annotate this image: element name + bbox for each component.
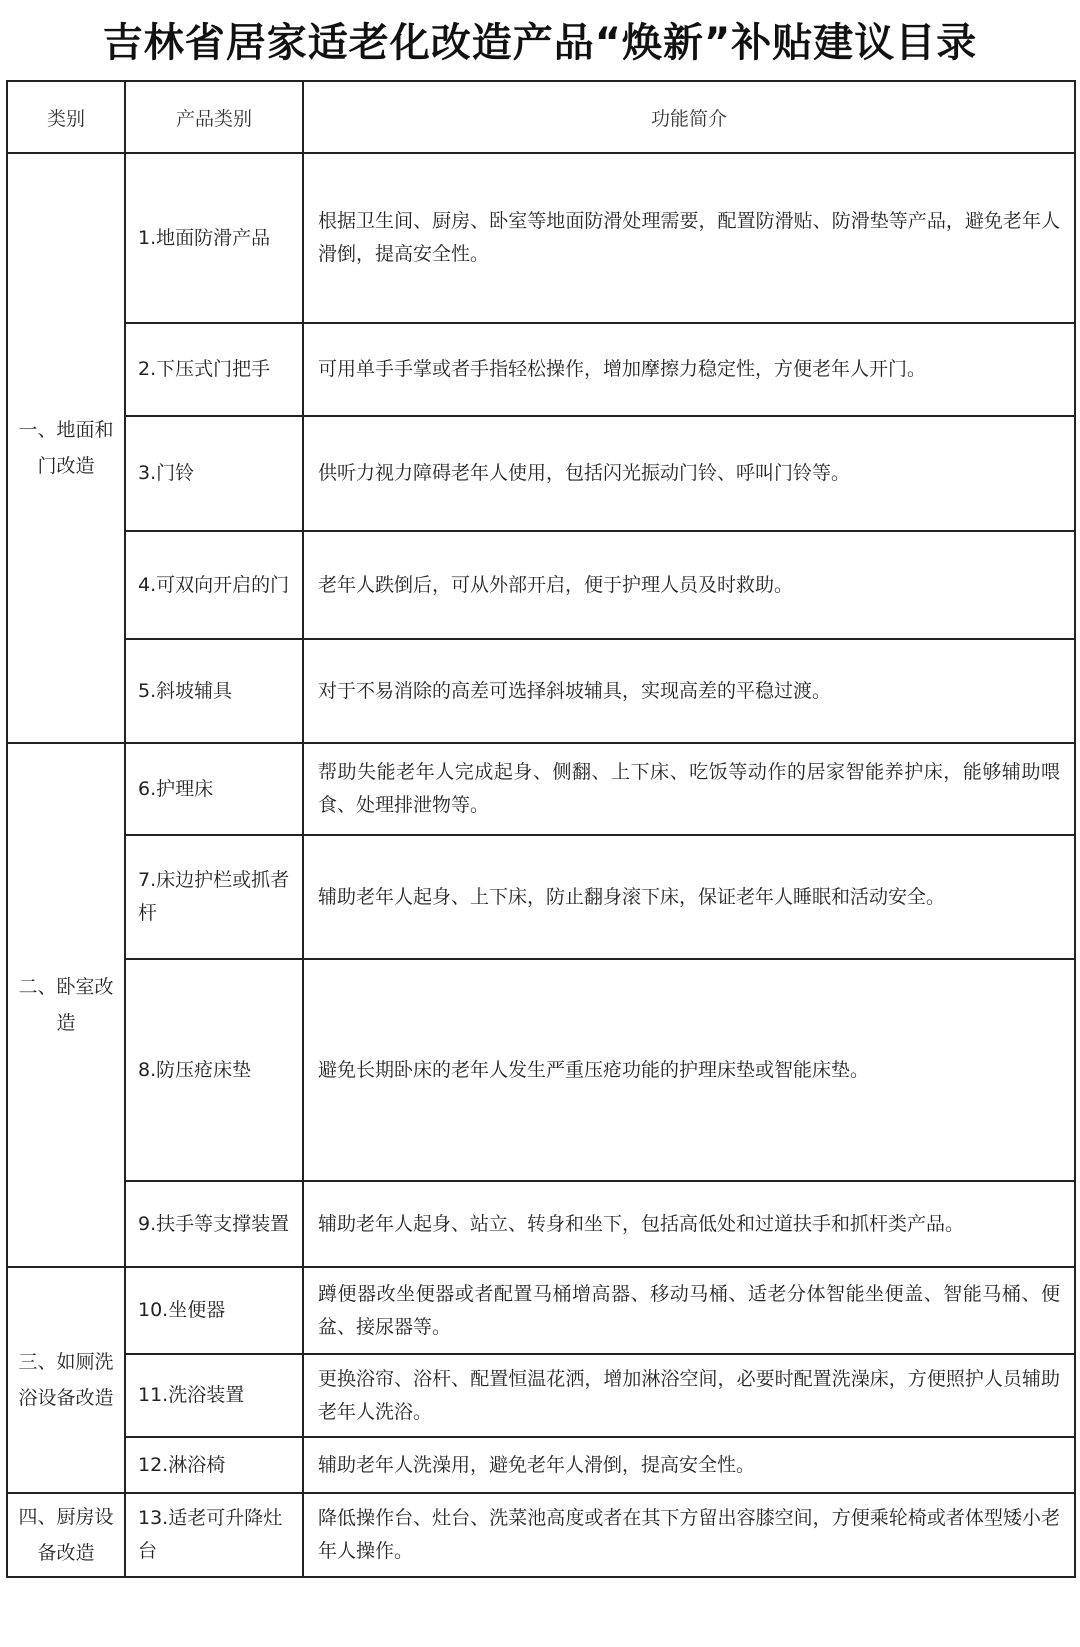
description-cell: 老年人跌倒后，可从外部开启，便于护理人员及时救助。	[303, 531, 1075, 639]
header-function: 功能简介	[303, 81, 1075, 153]
description-cell: 蹲便器改坐便器或者配置马桶增高器、移动马桶、适老分体智能坐便盖、智能马桶、便盆、接尿器等。	[303, 1267, 1075, 1354]
product-cell: 10.坐便器	[125, 1267, 303, 1354]
table-row	[7, 153, 1075, 323]
product-cell: 9.扶手等支撑装置	[125, 1181, 303, 1267]
product-cell: 13.适老可升降灶台	[125, 1493, 303, 1577]
catalog-table	[6, 80, 1076, 1578]
table-row	[7, 1437, 1075, 1493]
description-cell: 辅助老年人起身、上下床，防止翻身滚下床，保证老年人睡眠和活动安全。	[303, 835, 1075, 959]
page-title: 吉林省居家适老化改造产品“焕新”补贴建议目录	[102, 20, 978, 66]
product-cell: 3.门铃	[125, 416, 303, 531]
description-cell: 降低操作台、灶台、洗菜池高度或者在其下方留出容膝空间，方便乘轮椅或者体型矮小老年人操作。	[303, 1493, 1075, 1577]
description-cell: 供听力视力障碍老年人使用，包括闪光振动门铃、呼叫门铃等。	[303, 416, 1075, 531]
table-row	[7, 1354, 1075, 1437]
description-cell: 辅助老年人洗澡用，避免老年人滑倒，提高安全性。	[303, 1437, 1075, 1493]
description-cell: 更换浴帘、浴杆、配置恒温花洒，增加淋浴空间，必要时配置洗澡床，方便照护人员辅助老年人洗浴。	[303, 1354, 1075, 1437]
product-cell: 8.防压疮床垫	[125, 959, 303, 1181]
product-cell: 4.可双向开启的门	[125, 531, 303, 639]
table-header-row	[7, 81, 1075, 153]
table-row	[7, 1493, 1075, 1577]
category-cell: 二、卧室改造	[7, 743, 125, 1267]
category-cell: 三、如厕洗浴设备改造	[7, 1267, 125, 1493]
table-row	[7, 639, 1075, 743]
product-cell: 6.护理床	[125, 743, 303, 835]
table-row	[7, 1267, 1075, 1354]
description-cell: 可用单手手掌或者手指轻松操作，增加摩擦力稳定性，方便老年人开门。	[303, 323, 1075, 416]
table-row	[7, 1181, 1075, 1267]
category-cell: 一、地面和门改造	[7, 153, 125, 743]
description-cell: 辅助老年人起身、站立、转身和坐下，包括高低处和过道扶手和抓杆类产品。	[303, 1181, 1075, 1267]
category-cell: 四、厨房设备改造	[7, 1493, 125, 1577]
table-row	[7, 323, 1075, 416]
table-row	[7, 743, 1075, 835]
product-cell: 12.淋浴椅	[125, 1437, 303, 1493]
table-row	[7, 959, 1075, 1181]
description-cell: 根据卫生间、厨房、卧室等地面防滑处理需要，配置防滑贴、防滑垫等产品，避免老年人滑倒，提高安全性。	[303, 153, 1075, 323]
header-category: 类别	[7, 81, 125, 153]
table-row	[7, 416, 1075, 531]
product-cell: 5.斜坡辅具	[125, 639, 303, 743]
product-cell: 11.洗浴装置	[125, 1354, 303, 1437]
product-cell: 2.下压式门把手	[125, 323, 303, 416]
description-cell: 对于不易消除的高差可选择斜坡辅具，实现高差的平稳过渡。	[303, 639, 1075, 743]
product-cell: 7.床边护栏或抓者杆	[125, 835, 303, 959]
table-row	[7, 531, 1075, 639]
table-row	[7, 835, 1075, 959]
header-product: 产品类别	[125, 81, 303, 153]
description-cell: 避免长期卧床的老年人发生严重压疮功能的护理床垫或智能床垫。	[303, 959, 1075, 1181]
product-cell: 1.地面防滑产品	[125, 153, 303, 323]
description-cell: 帮助失能老年人完成起身、侧翻、上下床、吃饭等动作的居家智能养护床，能够辅助喂食、处理排泄物等。	[303, 743, 1075, 835]
